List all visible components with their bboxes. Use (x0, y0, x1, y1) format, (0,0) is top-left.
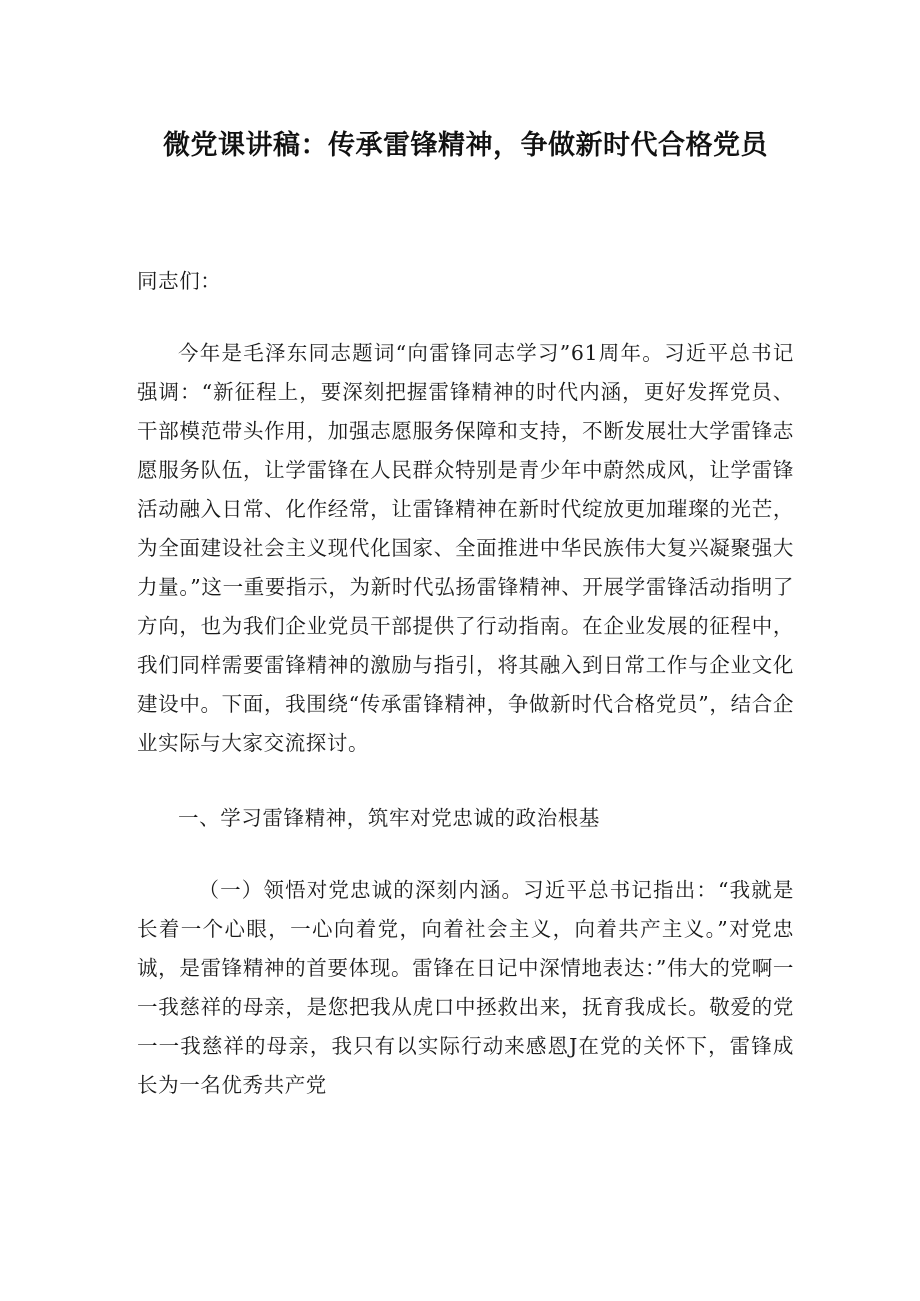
subsection-paragraph: （一）领悟对党忠诚的深刻内涵。习近平总书记指出：“我就是长着一个心眼，一心向着党，向着社会主义，向着共产主义。”对党忠诚，是雷锋精神的首要体现。雷锋在日记中深情地表达：”伟大的党啊一一我慈祥的母亲，是您把我从虎口中拯救出来，抚育我成长。敬爱的党一一我慈祥的母亲，我只有以实际行动来感恩J在党的关怀下，雷锋成长为一名优秀共产党 (137, 878, 794, 1097)
intro-paragraph: 今年是毛泽东同志题词“向雷锋同志学习”61周年。习近平总书记强调：“新征程上，要深刻把握雷锋精神的时代内涵，更好发挥党员、干部模范带头作用，加强志愿服务保障和支持，不断发展壮大学雷锋志愿服务队伍，让学雷锋在人民群众特别是青少年中蔚然成风，让学雷锋活动融入日常、化作经常，让雷锋精神在新时代绽放更加璀璨的光芒，为全面建设社会主义现代化国家、全面推进中华民族伟大复兴凝聚强大力量。”这一重要指示，为新时代弘扬雷锋精神、开展学雷锋活动指明了方向，也为我们企业党员干部提供了行动指南。在企业发展的征程中，我们同样需要雷锋精神的激励与指引，将其融入到日常工作与企业文化建设中。下面，我围绕“传承雷锋精神，争做新时代合格党员”，结合企业实际与大家交流探讨。 (137, 341, 794, 755)
section-heading: 一、学习雷锋精神，筑牢对党忠诚的政治根基 (178, 806, 600, 830)
greeting: 同志们： (137, 269, 222, 293)
document-title: 微党课讲稿：传承雷锋精神，争做新时代合格党员 (163, 130, 768, 161)
